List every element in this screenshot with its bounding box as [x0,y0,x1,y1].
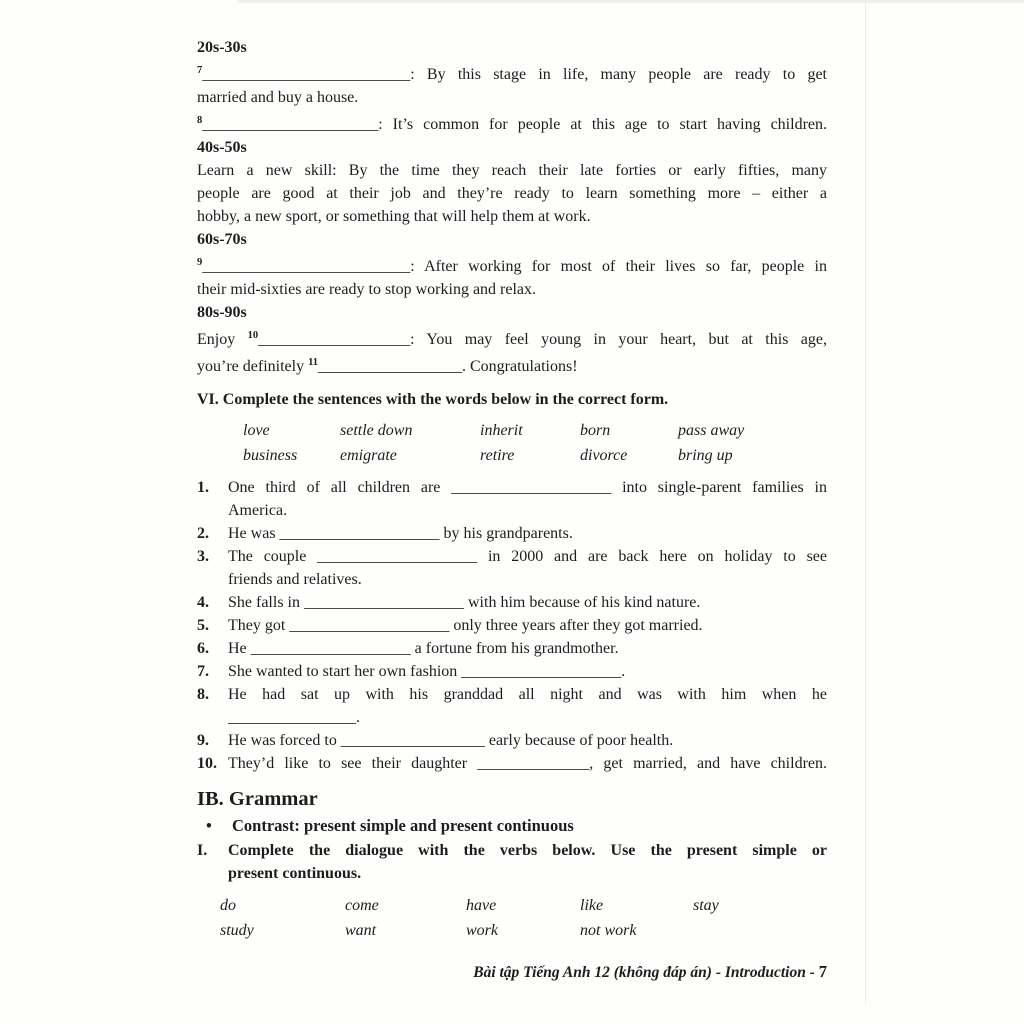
item-8-text: : It’s common for people at this age to start having children. [378,116,827,133]
word-bank-vi-row-1 [197,418,827,443]
stage-label-40s-50s: 40s-50s [197,139,247,156]
blank-line-11: __________________ [318,358,462,375]
sentence-text: They’d like to see their daughter ______________, get married, and have children. [228,755,827,772]
blank-line-7: __________________________ [202,66,411,83]
sentence-item-1 [197,476,827,522]
sentence-text: He ____________________ a fortune from his grandmother. [228,640,619,657]
blank-number-11: 11 [308,357,318,368]
blank-number-9: 9 [197,257,203,268]
sentence-text: One third of all children are ____________________ into single-parent families in [228,479,827,496]
grammar-instruction [197,839,827,885]
grammar-topic-bullet-line [197,813,827,839]
instruction-number: I. [197,842,208,859]
bullet-icon: • [206,816,212,835]
sentence-item-8 [197,683,827,729]
sentence-item-5 [197,614,827,637]
instruction-text-cont: present continuous. [228,865,362,882]
word-bank-term: have [466,897,497,914]
sentence-item-6 [197,637,827,660]
sentence-item-10 [197,752,827,775]
blank-number-8: 8 [197,115,203,126]
footer-page-number: 7 [818,962,827,981]
word-bank-term: study [220,922,254,939]
fill-blank-item-9 [197,251,827,278]
exercise-vi-heading: VI. Complete the sentences with the words below in the correct form. [197,391,669,408]
sentence-number: 5. [197,617,209,634]
sentence-text: She wanted to start her own fashion ____________________. [228,663,626,680]
sentence-number: 8. [197,686,209,703]
word-bank-term: bring up [678,447,733,464]
sentence-item-2 [197,522,827,545]
page-content [197,36,827,984]
fill-blank-item-10 [197,324,827,351]
sentence-number: 7. [197,663,209,680]
blank-number-7: 7 [197,65,203,76]
page-footer [197,960,827,984]
word-bank-term: business [243,447,298,464]
sentence-item-3 [197,545,827,591]
sentence-text-cont: America. [228,502,288,519]
item-9-text-cont: their mid-sixties are ready to stop working and relax. [197,281,537,298]
sentence-item-7 [197,660,827,683]
word-bank-term: born [580,422,611,439]
word-bank-vi-row-2 [197,443,827,468]
stage-label-60s-70s: 60s-70s [197,231,247,248]
item-11-pre: you’re definitely [197,358,305,375]
word-bank-grammar-row-1 [197,893,827,918]
word-bank-term: settle down [340,422,413,439]
sentence-number: 4. [197,594,209,611]
grammar-topic-text: Contrast: present simple and present continuous [232,816,574,835]
sentence-number: 1. [197,479,209,496]
word-bank-term: work [466,922,498,939]
fill-blank-item-7 [197,59,827,86]
instruction-text: Complete the dialogue with the verbs below. Use the present simple or [228,842,827,859]
word-bank-term: inherit [480,422,523,439]
sentence-number: 9. [197,732,209,749]
word-bank-grammar-row-2 [197,918,827,943]
word-bank-term: divorce [580,447,628,464]
sentence-number: 6. [197,640,209,657]
scan-artifact-right-edge [865,0,866,1004]
sentence-text: He was ____________________ by his grandparents. [228,525,573,542]
sentence-text: He was forced to __________________ early because of poor health. [228,732,674,749]
footer-book-title: Bài tập Tiếng Anh 12 (không đáp án) - Introduction - [473,964,819,981]
word-bank-term: emigrate [340,447,397,464]
fill-blank-item-8 [197,109,827,136]
item-9-text: : After working for most of their lives so far, people in [410,258,827,275]
item-11-text: . Congratulations! [462,358,578,375]
grammar-section-heading: IB. Grammar [197,788,318,810]
fill-blank-item-11 [197,351,827,378]
sentence-text: She falls in ____________________ with him because of his kind nature. [228,594,701,611]
word-bank-term: not work [580,922,637,939]
word-bank-term: like [580,897,604,914]
sentence-text: The couple ____________________ in 2000 and are back here on holiday to see [228,548,827,565]
sentence-item-9 [197,729,827,752]
scan-artifact-top-edge [238,0,1024,3]
word-bank-term: retire [480,447,515,464]
sentence-text: He had sat up with his granddad all night and was with him when he [228,686,827,703]
sentence-item-4 [197,591,827,614]
word-bank-term: come [345,897,379,914]
stage-label-20s-30s: 20s-30s [197,39,247,56]
word-bank-term: stay [693,897,719,914]
sentence-text-cont: friends and relatives. [228,571,362,588]
item-7-text-cont: married and buy a house. [197,89,359,106]
sentence-number: 2. [197,525,209,542]
blank-number-10: 10 [247,330,259,341]
item-7-text: : By this stage in life, many people are ready to get [410,66,827,83]
word-bank-term: want [345,922,377,939]
skill-paragraph-line-3: hobby, a new sport, or something that will help them at work. [197,208,591,225]
word-bank-term: love [243,422,270,439]
sentence-text: They got ____________________ only three years after they got married. [228,617,703,634]
word-bank-term: do [220,897,236,914]
sentence-number: 3. [197,548,209,565]
skill-paragraph-line-1: Learn a new skill: By the time they reach their late forties or early fifties, many [197,162,827,179]
skill-paragraph-line-2: people are good at their job and they’re ready to learn something more – either a [197,185,827,202]
item-10-text: : You may feel young in your heart, but at this age, [410,331,828,348]
sentence-number: 10. [197,755,217,772]
item-10-pre: Enjoy [197,331,236,348]
word-bank-term: pass away [678,422,745,439]
stage-label-80s-90s: 80s-90s [197,304,247,321]
sentence-text-cont: ________________. [228,709,360,726]
blank-line-9: __________________________ [202,258,411,275]
blank-line-10: ___________________ [258,331,411,348]
blank-line-8: ______________________ [202,116,379,133]
